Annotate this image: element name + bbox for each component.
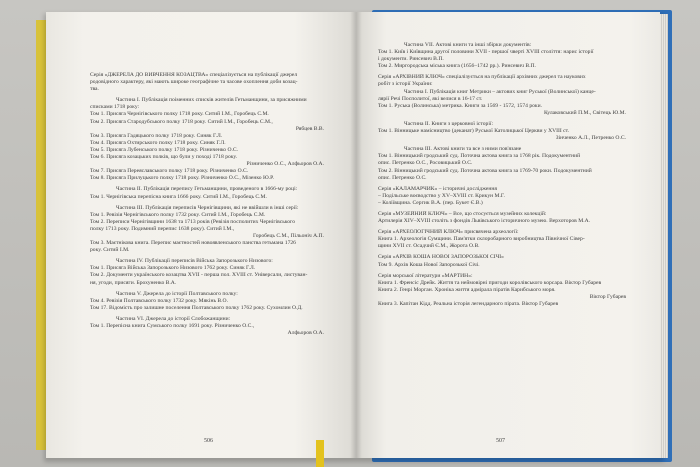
text-line: родовідного характеру, які мають широке географічне та часове охоплення доби козац- — [90, 79, 298, 86]
left-page — [46, 12, 356, 458]
text-line: Том 7. Присяга Переяславського полку 1718 року. Різниченко О.С. — [90, 168, 249, 175]
text-line: щини XVII ст. Осадчий Є.М., Жорота О.В. — [378, 243, 480, 250]
text-line: списками 1718 року: — [90, 104, 140, 111]
left-page-text — [90, 72, 332, 337]
right-page — [356, 12, 660, 458]
text-line: Віктор Губарев — [589, 293, 626, 300]
text-line: Частина І. Публікація поіменних списків жителів Гетьманщини, за присяжними — [116, 97, 307, 104]
text-line: тва. — [90, 86, 99, 93]
bookmark-ribbon — [316, 440, 324, 467]
text-line: Різниченко О.С., Алфьоров О.А. — [246, 161, 324, 168]
text-line: робіт з історії України: — [378, 81, 433, 88]
text-line: опис. Петренко О.С., Росовицький О.С. — [378, 160, 473, 167]
text-line: Том 1. Присяга Війська Запорозького Низового 1762 року. Синяк Г.Л. — [90, 265, 256, 272]
text-line: полку 1713 року. Подимний перепис 1638 року). Ситий І.М., — [90, 225, 235, 232]
text-line: Том 2. Вінницький гродський суд. Поточна актова книга за 1769-70 роки. Подокументний — [378, 167, 592, 174]
text-line: опис. Петренко О.С. — [378, 174, 427, 181]
text-line: Том 1. Перепісна книга Сумського полку 1691 року. Різниченко О.С., — [90, 323, 255, 329]
text-line: Серія «АРХІВ КОША НОВОЇ ЗАПОРОЗЬКОЇ СІЧІ» — [378, 254, 504, 261]
text-line: Частина IV. Публікації переписів Війська Запорозького Низового: — [116, 258, 273, 265]
text-line: і документи. Ринсевич В.П. — [378, 56, 444, 63]
text-line: Том 1. Руська (Волинська) метрика. Книги за 1569 - 1572, 1574 роки. — [378, 102, 543, 109]
text-line: Том 1. Вінницьке намісництво (деканат) Руської Католицької Церкви у XVIII ст. — [378, 128, 570, 135]
text-line: Частина VI. Джерела до історії Слобожанщини: — [116, 315, 231, 322]
text-line: Книга 2. Генрі Морган. Хроніка життя адмірала піратів Карибського моря. — [378, 286, 556, 293]
text-line: Том 2. Переписи Чернігівщини 1638 та 1713 років (Ревізія посполитих Чернігівського — [90, 218, 295, 225]
text-line: лярії Речі Посполитої, які велися в 16-17 ст. — [378, 95, 483, 102]
page-edges — [660, 14, 668, 458]
text-line: Рябцев В.В. — [295, 125, 324, 132]
text-line: Частина ІІІ. Актові книги та все з ними пов'язане — [404, 146, 522, 153]
text-line: – Коліївщина. Сергик В.А. (пер. Букет Є.В.) — [378, 199, 483, 206]
text-line: Том 3. Присяга Гадяцького полку 1718 року. Синяк Г.Л. — [90, 132, 223, 139]
text-line: Серія «МУЗЕЙНИЙ КЛЮЧ» – Все, що стосується музейних колекцій: — [378, 210, 547, 217]
text-line: Том 4. Присяга Охтирського полку 1718 року. Синяк Г.Л. — [90, 139, 226, 146]
text-line: року. Ситий І.М. — [90, 247, 130, 254]
text-line: Серія морської літератури «МАРТИН»: — [378, 272, 473, 279]
text-line: Том 6. Присяга козацьких полків, що були у поході 1718 року. — [90, 154, 238, 161]
text-line: Том 3. Маєтнікова книга. Перепис маєтностей новоявленського панства гетьмана 1726 — [90, 240, 296, 247]
text-line: Том 1. Ревізія Чернігівського полку 1732 року. Ситий І.М., Горобець С.М. — [90, 211, 266, 218]
text-line: Том 1. Чернігівська перепісна книга 1666 року. Ситий І.М., Горобець С.М. — [90, 193, 267, 200]
text-line: Том 1. Київ і Київщина другої половини XVII - першої чверті XVIII століття: нарис історії — [378, 49, 594, 56]
left-page-number: 506 — [204, 438, 213, 444]
text-line: Том 8. Присяга Прилуцького полку 1718 року. Різниченко О.С., Мізенко Ю.Р. — [90, 175, 274, 182]
text-line: Книга 1. Френсіс Дрейк. Життя та неймовірні пригоди королівського корсара. Віктор Губарев — [378, 279, 602, 286]
text-line: Серія «АРХЕОЛОГІЧНИЙ КЛЮЧ» присвячена археології: — [378, 229, 519, 236]
text-line: Книга 1. Археологія Сумщини. Пам'ятки склоробарного виробництва Північної Сівер- — [378, 236, 585, 243]
text-line: Том 2. Присяга Стародубського полку 1718 року. Ситий І.М., Горобець С.М., — [90, 118, 273, 125]
text-line: Серія «КАЛАМАРЧИК» – історичні дослідження — [378, 185, 497, 192]
text-line: Кулаковський П.М., Світець Ю.М. — [543, 109, 626, 116]
text-line: – Подільське воєводство у XV–XVIII ст. Крикун М.Г. — [378, 192, 505, 199]
text-line: Зінченко А.Л., Петренко О.С. — [555, 135, 626, 142]
text-line: Горобець С.М., Пільоніч А.П. — [253, 232, 324, 239]
text-line: Частина VII. Актові книги та інші збірки документів: — [404, 42, 532, 48]
text-line: ня, угоди, присяги. Брохуненко В.А. — [90, 279, 177, 286]
text-line: Серія «ДЖЕРЕЛА ДО ВИВЧЕННЯ КОЗАЦТВА» спеціалізується на публікації джерел — [90, 72, 298, 78]
text-line: Частина ІІІ. Публікація переписів Чернігівщини, які не ввійшли в інші серії: — [116, 204, 299, 211]
text-line: Частина ІІ. Книги з церковної історії: — [404, 120, 493, 127]
text-line: Частина ІІ. Публікація перепису Гетьманщини, проведеного в 1666-му році: — [116, 186, 298, 193]
right-page-text — [378, 42, 634, 308]
text-line: Том 1. Вінницький гродський суд. Поточна актова книга за 1768 рік. Подокументний — [378, 153, 581, 160]
text-line: Том 9. Архів Коша Нової Запорозької Січі. — [378, 261, 480, 268]
text-line: Частина V. Джерела до історії Полтавського полку: — [116, 290, 238, 297]
text-line: Том 1. Присяга Чернігівського полку 1718 року. Ситий І.М., Горобець С.М. — [90, 111, 269, 118]
text-line: Частина І. Публікація книг Метрики – актових книг Руської (Волинської) канце- — [404, 88, 596, 95]
text-line: Том 17. Відомість про залишне поселення Полтавського полку 1762 року. Сухомлин О.Д. — [90, 304, 303, 311]
text-line: Серія «АРХІВНИЙ КЛЮЧ» спеціалізується на публікації архівних джерел та наукових — [378, 74, 586, 81]
text-line: Том 2. Документи українського козацтва XVII - перша пол. XVIII ст. Універсали, листуван- — [90, 272, 308, 279]
right-page-number: 507 — [496, 438, 505, 444]
text-line: Том 5. Присяга Лубенського полку 1718 року. Різниченко О.С. — [90, 146, 239, 153]
text-line: Том 4. Ревізія Полтавського полку 1732 року. Мякінь В.О. — [90, 297, 228, 304]
text-line: Том 2. Миргородська міська книга (1656–1742 рр.). Ринсевич В.П. — [378, 63, 536, 70]
text-line: Книга 3. Капітан Кідд. Реальна історія легендарного пірата. Віктор Губарев — [378, 301, 559, 307]
text-line: Артилерія XIV–XVIII століть з фондів Львівського історичного музею. Верхоторов М.А. — [378, 218, 591, 225]
text-line: Алфьоров О.А. — [287, 330, 324, 337]
book-gutter — [350, 12, 362, 458]
